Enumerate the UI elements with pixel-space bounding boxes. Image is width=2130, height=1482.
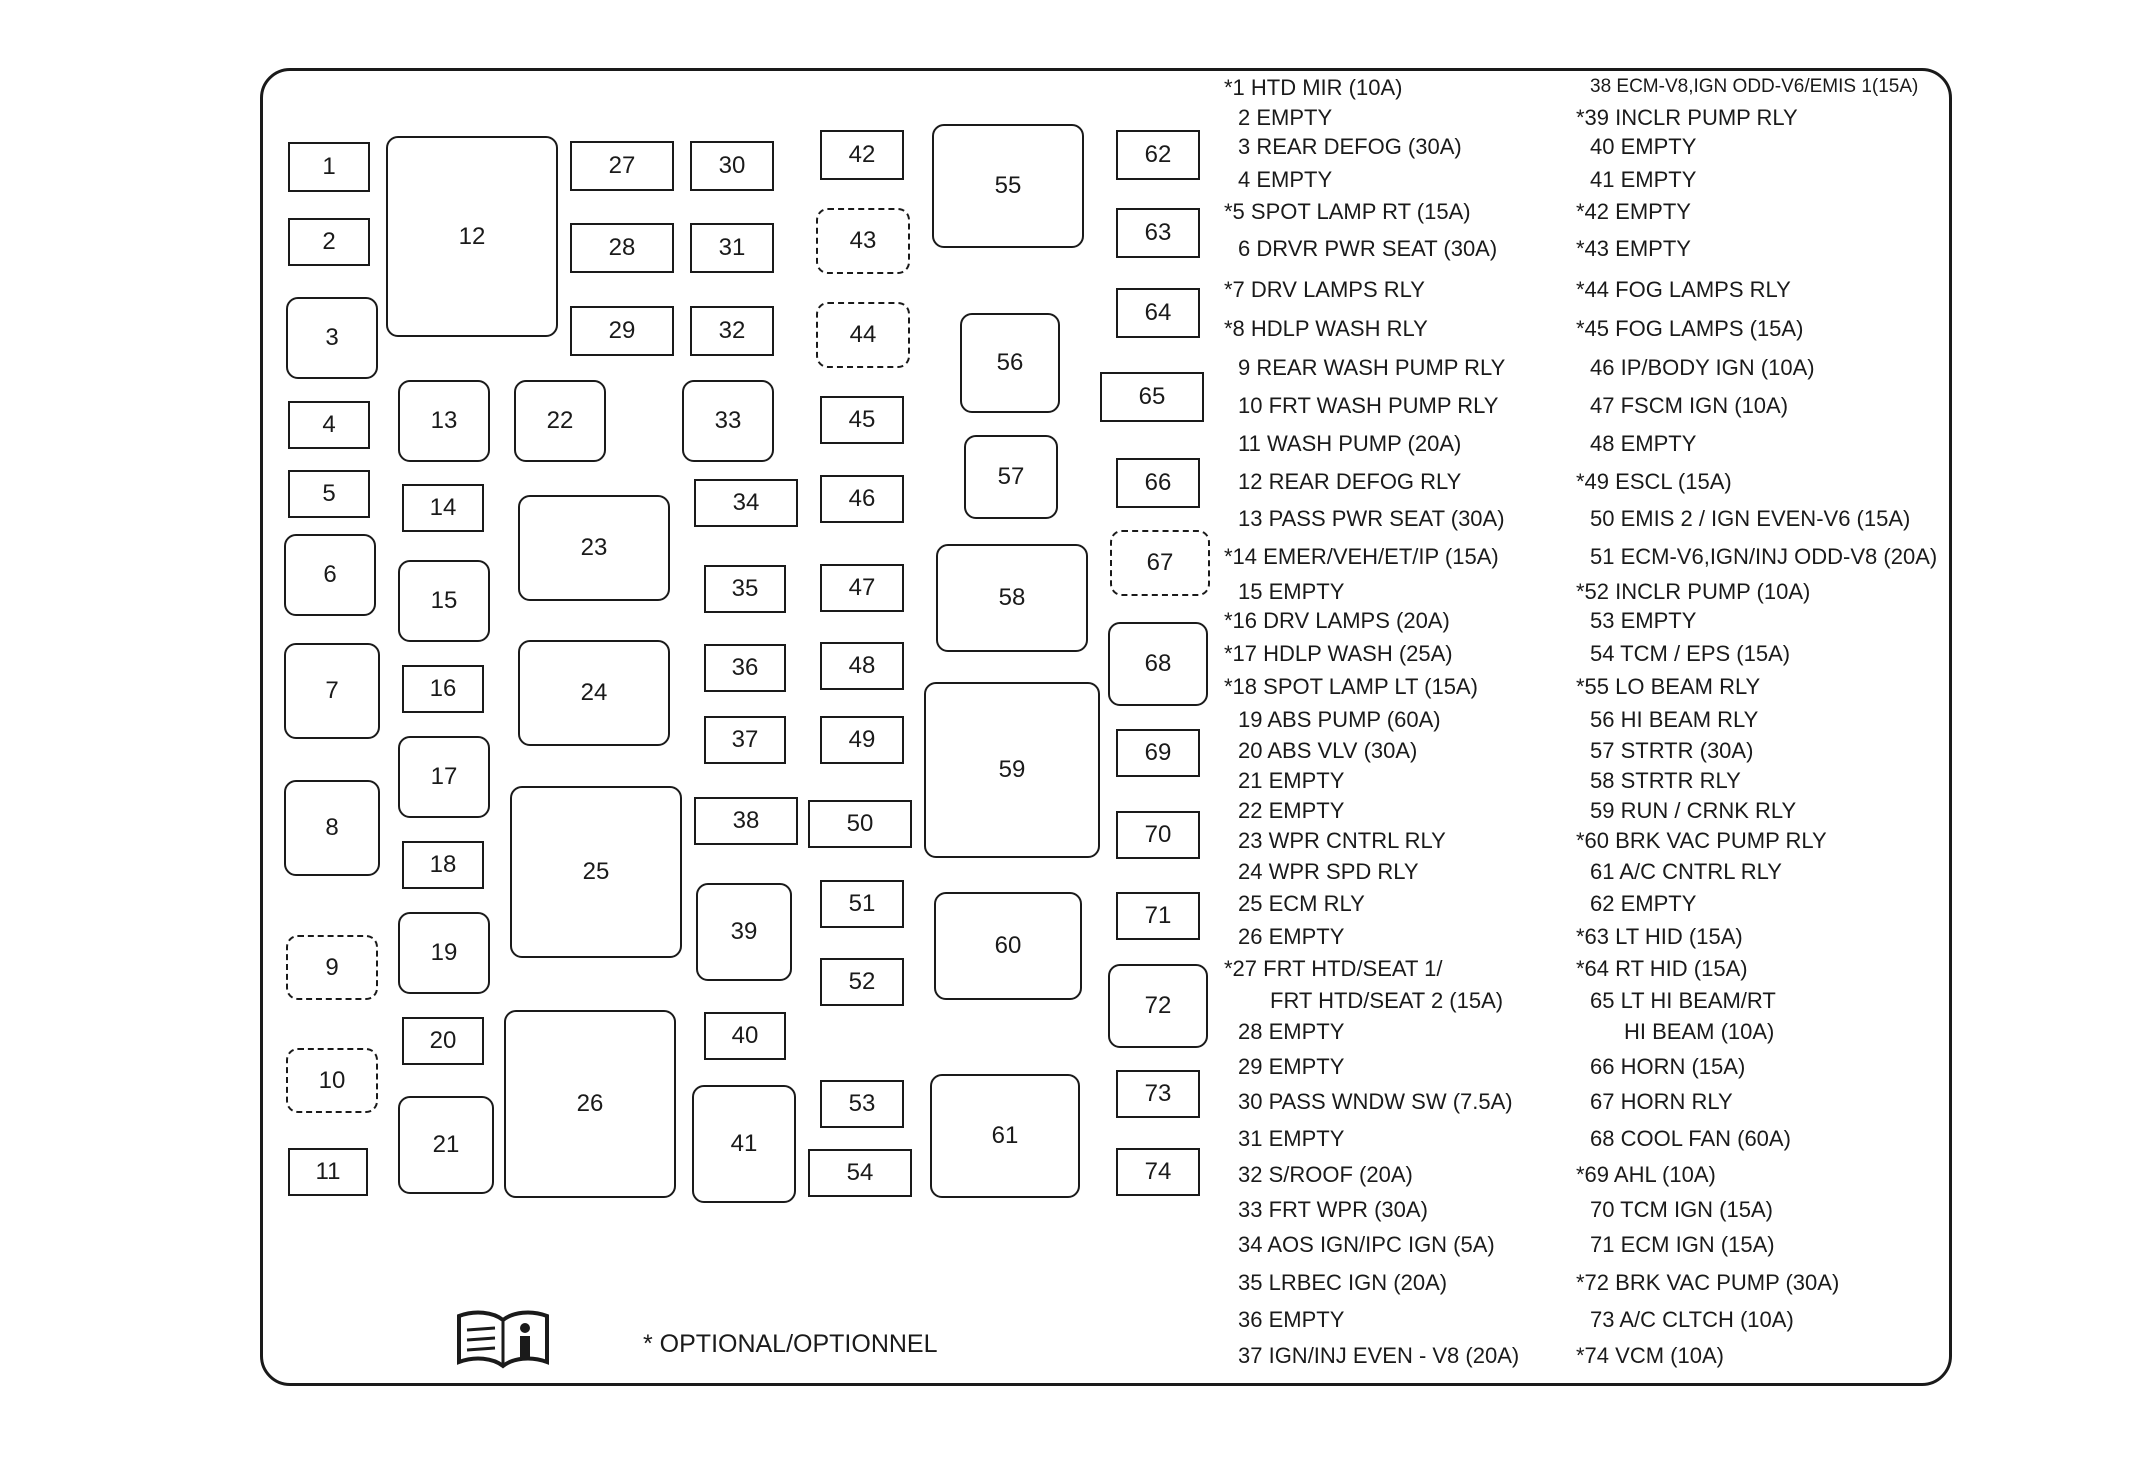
- fuse-slot-51: 51: [820, 880, 904, 928]
- legend-right-line: 38 ECM-V8,IGN ODD-V6/EMIS 1(15A): [1590, 76, 1919, 97]
- legend-left-line: 20 ABS VLV (30A): [1238, 738, 1418, 763]
- fuse-slot-68: 68: [1108, 622, 1208, 706]
- legend-left-line: 15 EMPTY: [1238, 579, 1345, 604]
- legend-left-line: *27 FRT HTD/SEAT 1/: [1224, 956, 1443, 981]
- legend-left-line: 24 WPR SPD RLY: [1238, 859, 1419, 884]
- fuse-slot-48: 48: [820, 642, 904, 690]
- fuse-slot-72: 72: [1108, 964, 1208, 1048]
- legend-left-line: 9 REAR WASH PUMP RLY: [1238, 355, 1506, 380]
- fuse-slot-4: 4: [288, 401, 370, 449]
- legend-right-line: *52 INCLR PUMP (10A): [1576, 579, 1811, 604]
- fuse-slot-8: 8: [284, 780, 380, 876]
- legend-left-line: 13 PASS PWR SEAT (30A): [1238, 506, 1505, 531]
- fuse-slot-6: 6: [284, 534, 376, 616]
- fuse-slot-49: 49: [820, 716, 904, 764]
- legend-left-line: 30 PASS WNDW SW (7.5A): [1238, 1089, 1513, 1114]
- fuse-slot-59: 59: [924, 682, 1100, 858]
- legend-left-line: 33 FRT WPR (30A): [1238, 1197, 1428, 1222]
- legend-left-line: 25 ECM RLY: [1238, 891, 1365, 916]
- fuse-slot-12: 12: [386, 136, 558, 337]
- fuse-slot-56: 56: [960, 313, 1060, 413]
- legend-left-line: *1 HTD MIR (10A): [1224, 75, 1403, 100]
- legend-left-line: 22 EMPTY: [1238, 798, 1345, 823]
- fuse-slot-40: 40: [704, 1012, 786, 1060]
- fuse-slot-3: 3: [286, 297, 378, 379]
- legend-left-line: 4 EMPTY: [1238, 167, 1333, 192]
- fuse-slot-36: 36: [704, 644, 786, 692]
- fuse-slot-11: 11: [288, 1148, 368, 1196]
- legend-right-line: 58 STRTR RLY: [1590, 768, 1741, 793]
- fuse-slot-17: 17: [398, 736, 490, 818]
- fuse-slot-31: 31: [690, 223, 774, 273]
- legend-right-line: HI BEAM (10A): [1624, 1019, 1775, 1044]
- legend-left-line: 28 EMPTY: [1238, 1019, 1345, 1044]
- legend-left-line: 29 EMPTY: [1238, 1054, 1345, 1079]
- legend-right-line: 66 HORN (15A): [1590, 1054, 1746, 1079]
- legend-right-line: 71 ECM IGN (15A): [1590, 1232, 1775, 1257]
- legend-right-line: *72 BRK VAC PUMP (30A): [1576, 1270, 1840, 1295]
- legend-left-line: 6 DRVR PWR SEAT (30A): [1238, 236, 1498, 261]
- optional-footnote: * OPTIONAL/OPTIONNEL: [643, 1330, 938, 1358]
- legend-right-line: *64 RT HID (15A): [1576, 956, 1748, 981]
- legend-left-line: *18 SPOT LAMP LT (15A): [1224, 674, 1478, 699]
- fuse-slot-47: 47: [820, 564, 904, 612]
- fuse-slot-74: 74: [1116, 1148, 1200, 1196]
- fuse-slot-23: 23: [518, 495, 670, 601]
- fuse-slot-32: 32: [690, 306, 774, 356]
- legend-right-line: 51 ECM-V6,IGN/INJ ODD-V8 (20A): [1590, 544, 1938, 569]
- fuse-slot-29: 29: [570, 306, 674, 356]
- fuse-slot-61: 61: [930, 1074, 1080, 1198]
- legend-left-line: 34 AOS IGN/IPC IGN (5A): [1238, 1232, 1495, 1257]
- fuse-slot-21: 21: [398, 1096, 494, 1194]
- fuse-slot-1: 1: [288, 142, 370, 192]
- fuse-slot-7: 7: [284, 643, 380, 739]
- fuse-slot-27: 27: [570, 141, 674, 191]
- legend-right-line: 54 TCM / EPS (15A): [1590, 641, 1791, 666]
- legend-right-line: 50 EMIS 2 / IGN EVEN-V6 (15A): [1590, 506, 1911, 531]
- legend-right-line: 46 IP/BODY IGN (10A): [1590, 355, 1815, 380]
- fuse-slot-43: 43: [816, 208, 910, 274]
- legend-right-line: *49 ESCL (15A): [1576, 469, 1732, 494]
- legend-left-line: *7 DRV LAMPS RLY: [1224, 277, 1425, 302]
- fuse-slot-30: 30: [690, 141, 774, 191]
- fuse-slot-41: 41: [692, 1085, 796, 1203]
- legend-left-line: *14 EMER/VEH/ET/IP (15A): [1224, 544, 1499, 569]
- legend-left-line: 35 LRBEC IGN (20A): [1238, 1270, 1448, 1295]
- fuse-slot-53: 53: [820, 1080, 904, 1128]
- legend-right-line: *42 EMPTY: [1576, 199, 1691, 224]
- fuse-slot-9: 9: [286, 935, 378, 1000]
- fuse-slot-55: 55: [932, 124, 1084, 248]
- legend-left-line: 37 IGN/INJ EVEN - V8 (20A): [1238, 1343, 1520, 1368]
- fuse-slot-34: 34: [694, 479, 798, 527]
- legend-left-line: 32 S/ROOF (20A): [1238, 1162, 1413, 1187]
- legend-right-line: 53 EMPTY: [1590, 608, 1697, 633]
- fuse-slot-18: 18: [402, 841, 484, 889]
- legend-right-line: 57 STRTR (30A): [1590, 738, 1754, 763]
- legend-right-line: 70 TCM IGN (15A): [1590, 1197, 1773, 1222]
- fuse-slot-65: 65: [1100, 372, 1204, 422]
- legend-right-line: 67 HORN RLY: [1590, 1089, 1733, 1114]
- legend-right-line: *45 FOG LAMPS (15A): [1576, 316, 1804, 341]
- fuse-slot-26: 26: [504, 1010, 676, 1198]
- fuse-slot-13: 13: [398, 380, 490, 462]
- legend-left-line: 26 EMPTY: [1238, 924, 1345, 949]
- legend-right-line: *43 EMPTY: [1576, 236, 1691, 261]
- legend-right-line: *55 LO BEAM RLY: [1576, 674, 1761, 699]
- fuse-slot-35: 35: [704, 565, 786, 613]
- legend-right-line: *63 LT HID (15A): [1576, 924, 1743, 949]
- fuse-slot-28: 28: [570, 223, 674, 273]
- legend-left-line: *5 SPOT LAMP RT (15A): [1224, 199, 1471, 224]
- fuse-slot-54: 54: [808, 1149, 912, 1197]
- legend-right-line: 47 FSCM IGN (10A): [1590, 393, 1789, 418]
- legend-right-line: 40 EMPTY: [1590, 134, 1697, 159]
- legend-right-line: 56 HI BEAM RLY: [1590, 707, 1759, 732]
- legend-right-line: 62 EMPTY: [1590, 891, 1697, 916]
- fuse-slot-69: 69: [1116, 729, 1200, 777]
- legend-left-line: 23 WPR CNTRL RLY: [1238, 828, 1446, 853]
- fuse-slot-14: 14: [402, 484, 484, 532]
- legend-right-line: 41 EMPTY: [1590, 167, 1697, 192]
- legend-right-line: 73 A/C CLTCH (10A): [1590, 1307, 1794, 1332]
- legend-left-line: 2 EMPTY: [1238, 105, 1333, 130]
- fuse-slot-44: 44: [816, 302, 910, 368]
- legend-right-line: 61 A/C CNTRL RLY: [1590, 859, 1782, 884]
- legend-left-line: 11 WASH PUMP (20A): [1238, 431, 1462, 456]
- fuse-slot-22: 22: [514, 380, 606, 462]
- fuse-slot-38: 38: [694, 797, 798, 845]
- fuse-slot-20: 20: [402, 1017, 484, 1065]
- legend-right-line: *69 AHL (10A): [1576, 1162, 1716, 1187]
- fuse-slot-39: 39: [696, 883, 792, 981]
- owner-manual-icon: [455, 1310, 551, 1370]
- legend-left-line: 12 REAR DEFOG RLY: [1238, 469, 1462, 494]
- fuse-slot-66: 66: [1116, 458, 1200, 508]
- fuse-slot-10: 10: [286, 1048, 378, 1113]
- fuse-slot-19: 19: [398, 912, 490, 994]
- legend-right-line: *60 BRK VAC PUMP RLY: [1576, 828, 1827, 853]
- legend-left-line: *8 HDLP WASH RLY: [1224, 316, 1428, 341]
- fuse-slot-57: 57: [964, 435, 1058, 519]
- legend-right-line: 48 EMPTY: [1590, 431, 1697, 456]
- fuse-slot-62: 62: [1116, 130, 1200, 180]
- fuse-slot-50: 50: [808, 800, 912, 848]
- legend-left-line: 36 EMPTY: [1238, 1307, 1345, 1332]
- legend-left-line: 10 FRT WASH PUMP RLY: [1238, 393, 1499, 418]
- legend-left-line: 31 EMPTY: [1238, 1126, 1345, 1151]
- fuse-slot-73: 73: [1116, 1070, 1200, 1118]
- fuse-slot-2: 2: [288, 218, 370, 266]
- legend-left-line: 3 REAR DEFOG (30A): [1238, 134, 1462, 159]
- legend-left-line: *16 DRV LAMPS (20A): [1224, 608, 1450, 633]
- fuse-slot-70: 70: [1116, 811, 1200, 859]
- fuse-slot-46: 46: [820, 475, 904, 523]
- legend-left-line: FRT HTD/SEAT 2 (15A): [1270, 988, 1504, 1013]
- fuse-slot-37: 37: [704, 716, 786, 764]
- fuse-slot-45: 45: [820, 396, 904, 444]
- fuse-slot-25: 25: [510, 786, 682, 958]
- fuse-slot-16: 16: [402, 665, 484, 713]
- legend-right-line: 65 LT HI BEAM/RT: [1590, 988, 1776, 1013]
- legend-left-line: 19 ABS PUMP (60A): [1238, 707, 1441, 732]
- legend-right-line: *74 VCM (10A): [1576, 1343, 1724, 1368]
- fuse-slot-58: 58: [936, 544, 1088, 652]
- fuse-slot-71: 71: [1116, 892, 1200, 940]
- legend-right-line: 68 COOL FAN (60A): [1590, 1126, 1791, 1151]
- fuse-slot-60: 60: [934, 892, 1082, 1000]
- fuse-slot-63: 63: [1116, 208, 1200, 258]
- fuse-slot-64: 64: [1116, 288, 1200, 338]
- fuse-slot-15: 15: [398, 560, 490, 642]
- fuse-slot-33: 33: [682, 380, 774, 462]
- legend-right-line: *39 INCLR PUMP RLY: [1576, 105, 1798, 130]
- legend-right-line: 59 RUN / CRNK RLY: [1590, 798, 1797, 823]
- fuse-slot-5: 5: [288, 470, 370, 518]
- fuse-slot-24: 24: [518, 640, 670, 746]
- legend-right-line: *44 FOG LAMPS RLY: [1576, 277, 1791, 302]
- legend-left-line: 21 EMPTY: [1238, 768, 1345, 793]
- fuse-slot-42: 42: [820, 130, 904, 180]
- fuse-slot-52: 52: [820, 958, 904, 1006]
- fuse-slot-67: 67: [1110, 530, 1210, 596]
- legend-left-line: *17 HDLP WASH (25A): [1224, 641, 1453, 666]
